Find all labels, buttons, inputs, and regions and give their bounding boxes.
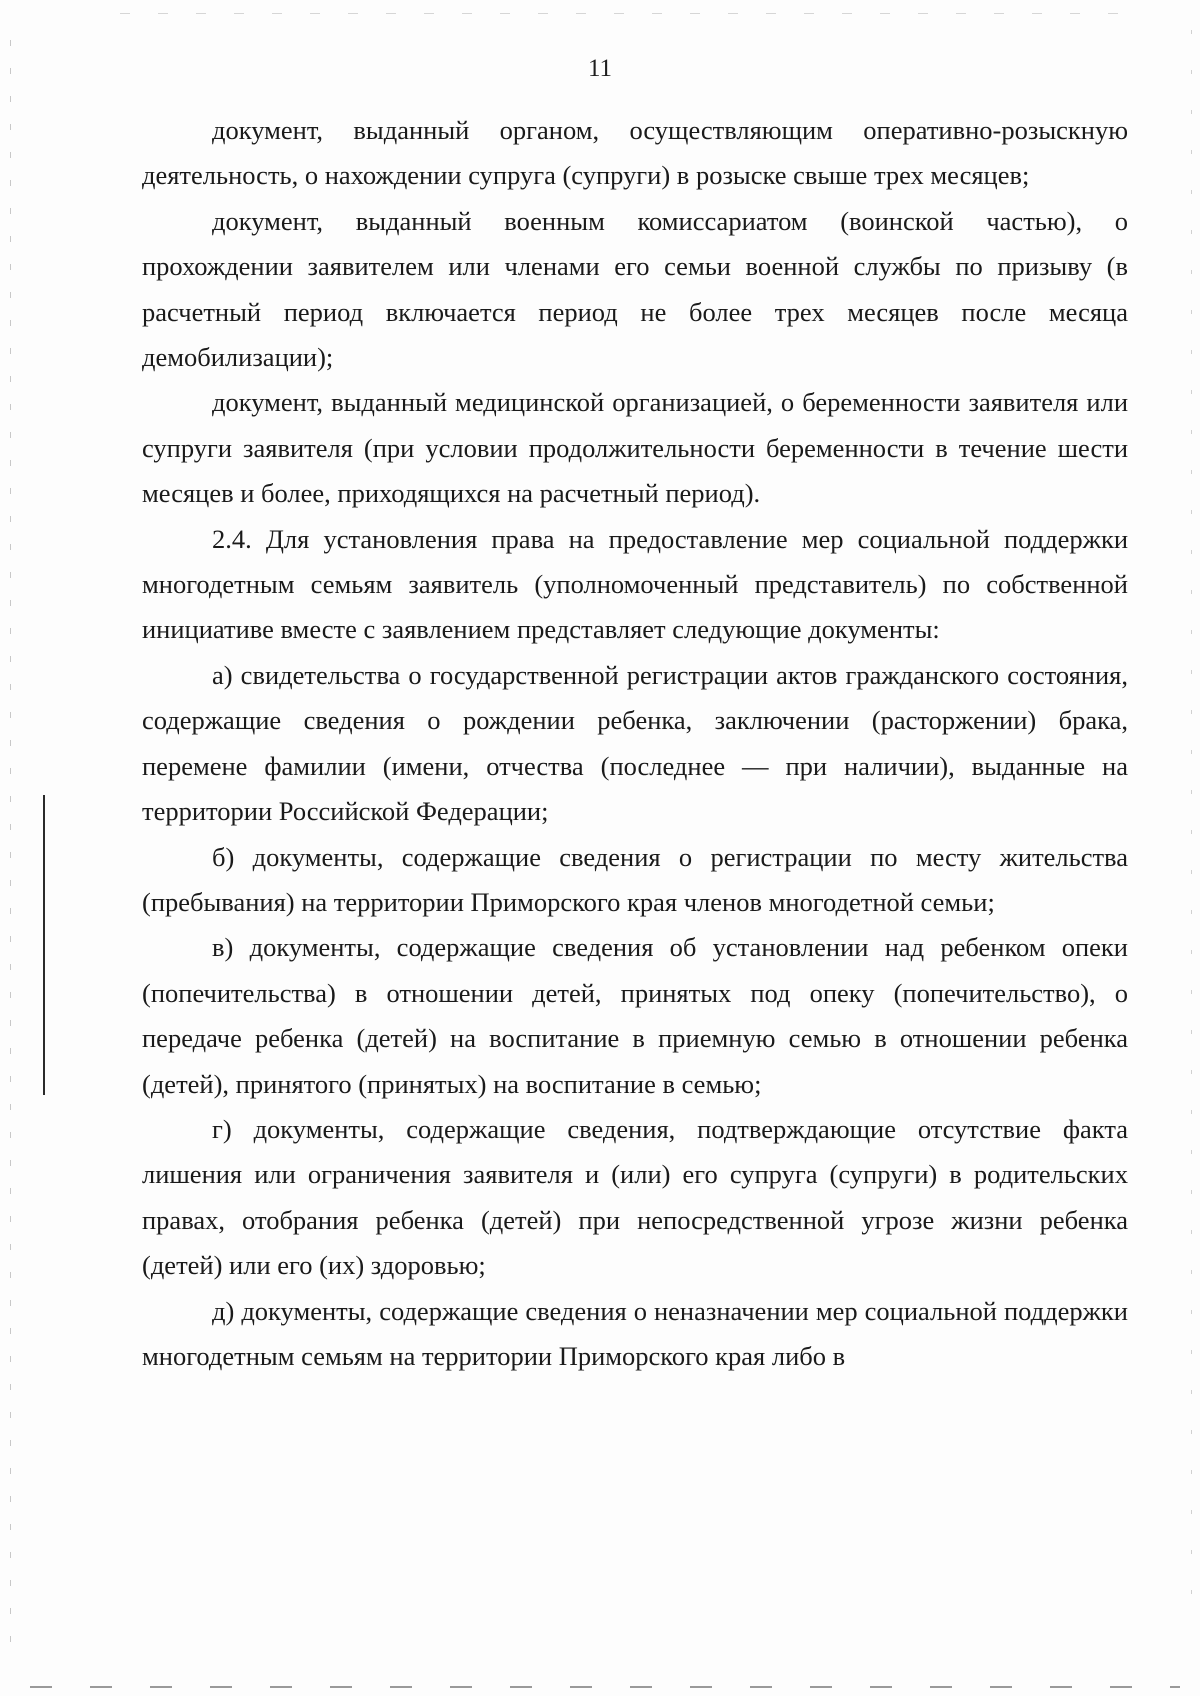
paragraph-search-document: документ, выданный органом, осуществляющим оперативно-розыскную деятельность, о нахождении супруга (супруги) в розыске свыше трех месяцев; <box>142 115 1128 191</box>
list-item-a: а) свидетельства о государственной регистрации актов гражданского состояния, содержащие сведения о рождении ребенка, заключении (расторжении) брака, перемене фамилии (имени, отчества (последнее — при наличии), выданные на территории Российской Федерации; <box>142 659 1128 827</box>
body-text <box>142 108 1128 1379</box>
list-item-d: д) документы, содержащие сведения о неназначении мер социальной поддержки многодетным семьям на территории Приморского края либо в <box>142 1295 1128 1371</box>
list-item-g: г) документы, содержащие сведения, подтверждающие отсутствие факта лишения или ограничения заявителя и (или) его супруга (супруги) в родительских правах, отобрания ребенка (детей) при непосредственной угрозе жизни ребенка (детей) или его (их) здоровью; <box>142 1113 1128 1281</box>
scan-artifact-right-edge <box>1191 30 1192 1630</box>
paragraph-military-document: документ, выданный военным комиссариатом (воинской частью), о прохождении заявителем или членами его семьи военной службы по призыву (в расчетный период включается период не более трех месяцев после месяца демобилизации); <box>142 205 1128 373</box>
scan-artifact-bottom-edge <box>30 1686 1180 1688</box>
scan-artifact-top-edge <box>120 13 1120 14</box>
scan-artifact-left-edge <box>10 40 11 1660</box>
list-item-v: в) документы, содержащие сведения об установлении над ребенком опеки (попечительства) в отношении детей, принятых под опеку (попечительство), о передаче ребенка (детей) на воспитание в приемную семью в отношении ребенка (детей), принятого (принятых) на воспитание в семью; <box>142 932 1128 1099</box>
page-number: 11 <box>587 55 613 82</box>
paragraph-pregnancy-document: документ, выданный медицинской организацией, о беременности заявителя или супруги заявителя (при условии продолжительности беременности в течение шести месяцев и более, приходящихся на расчетный период). <box>142 387 1128 509</box>
scan-artifact-left-bar <box>43 795 45 1095</box>
paragraph-section-2-4: 2.4. Для установления права на предоставление мер социальной поддержки многодетным семьям заявитель (уполномоченный представитель) по собственной инициативе вместе с заявлением представляет следующие документы: <box>142 523 1128 645</box>
list-item-b: б) документы, содержащие сведения о регистрации по месту жительства (пребывания) на территории Приморского края членов многодетной семьи; <box>142 841 1128 917</box>
